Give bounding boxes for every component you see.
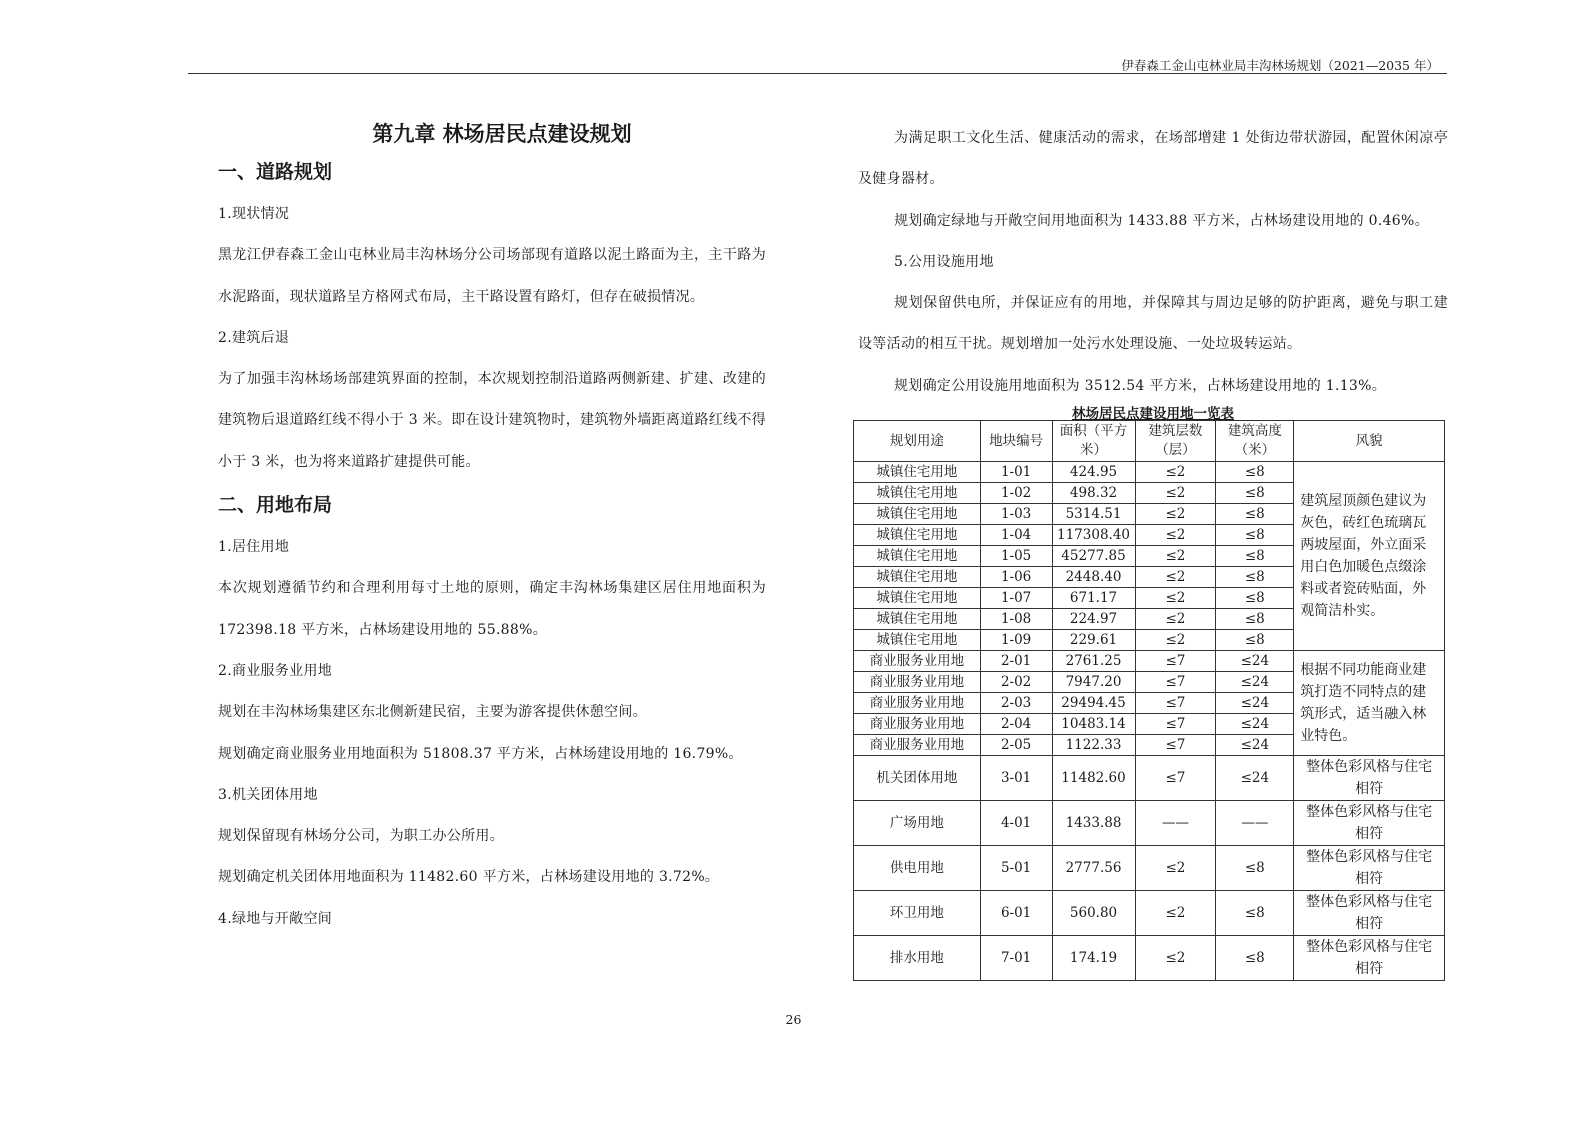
cell-plot: 6-01 bbox=[980, 891, 1052, 936]
paragraph-green-area: 规划确定绿地与开敞空间用地面积为 1433.88 平方米，占林场建设用地的 0.46%。 bbox=[894, 212, 1429, 229]
paragraph-commercial-area: 规划确定商业服务业用地面积为 51808.37 平方米，占林场建设用地的 16.79%。 bbox=[218, 745, 743, 762]
left-column bbox=[218, 118, 766, 940]
cell-floors: ≤7 bbox=[1135, 756, 1216, 801]
cell-plot: 1-07 bbox=[980, 588, 1052, 609]
cell-style-commercial: 根据不同功能商业建筑打造不同特点的建筑形式，适当融入林业特色。 bbox=[1294, 651, 1445, 756]
cell-floors: ≤7 bbox=[1135, 672, 1216, 693]
cell-floors: ≤2 bbox=[1135, 546, 1216, 567]
paragraph-setback: 为了加强丰沟林场场部建筑界面的控制，本次规划控制沿道路两侧新建、扩建、改建的建筑物后退道路红线不得小于 3 米。即在设计建筑物时，建筑物外墙距离道路红线不得小于 3 米，也为将来道路扩建提供可能。 bbox=[218, 371, 766, 470]
cell-plot: 2-04 bbox=[980, 714, 1052, 735]
cell-height: ≤8 bbox=[1216, 936, 1294, 981]
cell-floors: ≤2 bbox=[1135, 846, 1216, 891]
header-height: 建筑高度（米） bbox=[1216, 421, 1294, 462]
subheading-commercial: 2.商业服务业用地 bbox=[218, 662, 333, 679]
cell-area: 11482.60 bbox=[1052, 756, 1135, 801]
table-row bbox=[854, 801, 1445, 846]
cell-use: 商业服务业用地 bbox=[854, 714, 981, 735]
paragraph-institutional-area: 规划确定机关团体用地面积为 11482.60 平方米，占林场建设用地的 3.72%。 bbox=[218, 869, 720, 886]
cell-floors: ≤2 bbox=[1135, 525, 1216, 546]
cell-plot: 4-01 bbox=[980, 801, 1052, 846]
table-row bbox=[854, 846, 1445, 891]
cell-area: 174.19 bbox=[1052, 936, 1135, 981]
cell-height: —— bbox=[1216, 801, 1294, 846]
cell-area: 1122.33 bbox=[1052, 735, 1135, 756]
cell-height: ≤24 bbox=[1216, 672, 1294, 693]
cell-height: ≤24 bbox=[1216, 651, 1294, 672]
cell-area: 229.61 bbox=[1052, 630, 1135, 651]
cell-area: 224.97 bbox=[1052, 609, 1135, 630]
cell-height: ≤8 bbox=[1216, 483, 1294, 504]
land-use-table bbox=[853, 420, 1445, 981]
cell-use: 机关团体用地 bbox=[854, 756, 981, 801]
cell-plot: 2-03 bbox=[980, 693, 1052, 714]
cell-area: 498.32 bbox=[1052, 483, 1135, 504]
paragraph-utilities-area: 规划确定公用设施用地面积为 3512.54 平方米，占林场建设用地的 1.13%。 bbox=[894, 377, 1387, 394]
cell-use: 城镇住宅用地 bbox=[854, 630, 981, 651]
chapter-title: 第九章 林场居民点建设规划 bbox=[372, 122, 632, 146]
paragraph-current-status: 黑龙江伊春森工金山屯林业局丰沟林场分公司场部现有道路以泥土路面为主，主干路为水泥路面，现状道路呈方格网式布局，主干路设置有路灯，但存在破损情况。 bbox=[218, 247, 766, 305]
cell-area: 671.17 bbox=[1052, 588, 1135, 609]
subheading-institutional: 3.机关团体用地 bbox=[218, 786, 318, 803]
paragraph-commercial-plan: 规划在丰沟林场集建区东北侧新建民宿，主要为游客提供休憩空间。 bbox=[218, 704, 647, 721]
subheading-green-space: 4.绿地与开敞空间 bbox=[218, 910, 333, 927]
cell-height: ≤24 bbox=[1216, 756, 1294, 801]
page-number: 26 bbox=[785, 1012, 802, 1027]
cell-use: 城镇住宅用地 bbox=[854, 483, 981, 504]
cell-height: ≤8 bbox=[1216, 891, 1294, 936]
table-row bbox=[854, 651, 1445, 672]
cell-plot: 1-05 bbox=[980, 546, 1052, 567]
cell-area: 2777.56 bbox=[1052, 846, 1135, 891]
cell-use: 城镇住宅用地 bbox=[854, 462, 981, 483]
cell-floors: ≤2 bbox=[1135, 609, 1216, 630]
cell-use: 商业服务业用地 bbox=[854, 672, 981, 693]
cell-plot: 3-01 bbox=[980, 756, 1052, 801]
subheading-utilities: 5.公用设施用地 bbox=[894, 253, 994, 270]
paragraph-green-space: 为满足职工文化生活、健康活动的需求，在场部增建 1 处街边带状游园，配置休闲凉亭及健身器材。 bbox=[858, 130, 1448, 188]
cell-area: 424.95 bbox=[1052, 462, 1135, 483]
table-row bbox=[854, 462, 1445, 483]
cell-area: 29494.45 bbox=[1052, 693, 1135, 714]
cell-height: ≤8 bbox=[1216, 504, 1294, 525]
cell-use: 供电用地 bbox=[854, 846, 981, 891]
cell-use: 城镇住宅用地 bbox=[854, 567, 981, 588]
cell-area: 7947.20 bbox=[1052, 672, 1135, 693]
paragraph-residential: 本次规划遵循节约和合理利用每寸土地的原则，确定丰沟林场集建区居住用地面积为 172398.18 平方米，占林场建设用地的 55.88%。 bbox=[218, 580, 766, 638]
cell-use: 商业服务业用地 bbox=[854, 693, 981, 714]
cell-use: 城镇住宅用地 bbox=[854, 525, 981, 546]
subheading-setback: 2.建筑后退 bbox=[218, 329, 290, 346]
cell-area: 2448.40 bbox=[1052, 567, 1135, 588]
cell-use: 环卫用地 bbox=[854, 891, 981, 936]
header-use: 规划用途 bbox=[854, 421, 981, 462]
cell-area: 10483.14 bbox=[1052, 714, 1135, 735]
table-row bbox=[854, 891, 1445, 936]
cell-plot: 1-08 bbox=[980, 609, 1052, 630]
cell-style: 整体色彩风格与住宅相符 bbox=[1294, 891, 1445, 936]
cell-height: ≤8 bbox=[1216, 630, 1294, 651]
cell-height: ≤8 bbox=[1216, 525, 1294, 546]
cell-area: 1433.88 bbox=[1052, 801, 1135, 846]
cell-use: 城镇住宅用地 bbox=[854, 609, 981, 630]
paragraph-utilities-plan: 规划保留供电所，并保证应有的用地，并保障其与周边足够的防护距离，避免与职工建设等活动的相互干扰。规划增加一处污水处理设施、一处垃圾转运站。 bbox=[858, 295, 1448, 353]
section-title-land-layout: 二、用地布局 bbox=[218, 494, 333, 517]
cell-plot: 1-03 bbox=[980, 504, 1052, 525]
cell-floors: ≤2 bbox=[1135, 462, 1216, 483]
cell-height: ≤24 bbox=[1216, 714, 1294, 735]
table-row bbox=[854, 756, 1445, 801]
cell-style: 整体色彩风格与住宅相符 bbox=[1294, 846, 1445, 891]
section-title-roads: 一、道路规划 bbox=[218, 161, 333, 183]
cell-use: 商业服务业用地 bbox=[854, 735, 981, 756]
header-plot: 地块编号 bbox=[980, 421, 1052, 462]
cell-use: 广场用地 bbox=[854, 801, 981, 846]
cell-plot: 7-01 bbox=[980, 936, 1052, 981]
table-header-row bbox=[854, 421, 1445, 462]
cell-floors: ≤2 bbox=[1135, 630, 1216, 651]
cell-use: 城镇住宅用地 bbox=[854, 588, 981, 609]
running-header: 伊春森工金山屯林业局丰沟林场规划（2021—2035 年） bbox=[1121, 58, 1439, 73]
cell-floors: ≤2 bbox=[1135, 588, 1216, 609]
cell-style: 整体色彩风格与住宅相符 bbox=[1294, 936, 1445, 981]
right-column bbox=[858, 118, 1448, 977]
subheading-current-status: 1.现状情况 bbox=[218, 206, 290, 222]
cell-area: 5314.51 bbox=[1052, 504, 1135, 525]
cell-floors: ≤2 bbox=[1135, 891, 1216, 936]
cell-floors: ≤7 bbox=[1135, 651, 1216, 672]
cell-plot: 1-01 bbox=[980, 462, 1052, 483]
cell-area: 45277.85 bbox=[1052, 546, 1135, 567]
cell-height: ≤8 bbox=[1216, 546, 1294, 567]
cell-plot: 2-01 bbox=[980, 651, 1052, 672]
cell-area: 2761.25 bbox=[1052, 651, 1135, 672]
cell-use: 商业服务业用地 bbox=[854, 651, 981, 672]
header-area: 面积（平方米） bbox=[1052, 421, 1135, 462]
cell-height: ≤24 bbox=[1216, 693, 1294, 714]
cell-style: 整体色彩风格与住宅相符 bbox=[1294, 801, 1445, 846]
subheading-residential: 1.居住用地 bbox=[218, 539, 290, 556]
cell-plot: 1-06 bbox=[980, 567, 1052, 588]
header-rule bbox=[188, 73, 1447, 74]
cell-use: 排水用地 bbox=[854, 936, 981, 981]
cell-floors: ≤2 bbox=[1135, 936, 1216, 981]
cell-height: ≤8 bbox=[1216, 567, 1294, 588]
cell-area: 560.80 bbox=[1052, 891, 1135, 936]
cell-plot: 1-09 bbox=[980, 630, 1052, 651]
table-row bbox=[854, 936, 1445, 981]
cell-floors: ≤2 bbox=[1135, 483, 1216, 504]
cell-plot: 2-02 bbox=[980, 672, 1052, 693]
cell-floors: ≤7 bbox=[1135, 735, 1216, 756]
cell-floors: —— bbox=[1135, 801, 1216, 846]
cell-height: ≤8 bbox=[1216, 609, 1294, 630]
cell-height: ≤24 bbox=[1216, 735, 1294, 756]
cell-height: ≤8 bbox=[1216, 588, 1294, 609]
cell-use: 城镇住宅用地 bbox=[854, 546, 981, 567]
cell-style-residential: 建筑屋顶颜色建议为灰色，砖红色琉璃瓦两坡屋面，外立面采用白色加暖色点缀涂料或者瓷砖贴面，外观简洁朴实。 bbox=[1294, 462, 1445, 651]
cell-plot: 5-01 bbox=[980, 846, 1052, 891]
cell-floors: ≤2 bbox=[1135, 504, 1216, 525]
cell-plot: 1-04 bbox=[980, 525, 1052, 546]
cell-floors: ≤2 bbox=[1135, 567, 1216, 588]
cell-area: 117308.40 bbox=[1052, 525, 1135, 546]
header-floors: 建筑层数（层） bbox=[1135, 421, 1216, 462]
cell-use: 城镇住宅用地 bbox=[854, 504, 981, 525]
cell-floors: ≤7 bbox=[1135, 714, 1216, 735]
cell-height: ≤8 bbox=[1216, 462, 1294, 483]
cell-style: 整体色彩风格与住宅相符 bbox=[1294, 756, 1445, 801]
paragraph-institutional-plan: 规划保留现有林场分公司，为职工办公所用。 bbox=[218, 828, 504, 845]
cell-plot: 1-02 bbox=[980, 483, 1052, 504]
cell-floors: ≤7 bbox=[1135, 693, 1216, 714]
cell-plot: 2-05 bbox=[980, 735, 1052, 756]
table-title: 林场居民点建设用地一览表 bbox=[1072, 406, 1234, 422]
cell-height: ≤8 bbox=[1216, 846, 1294, 891]
header-style: 风貌 bbox=[1294, 421, 1445, 462]
